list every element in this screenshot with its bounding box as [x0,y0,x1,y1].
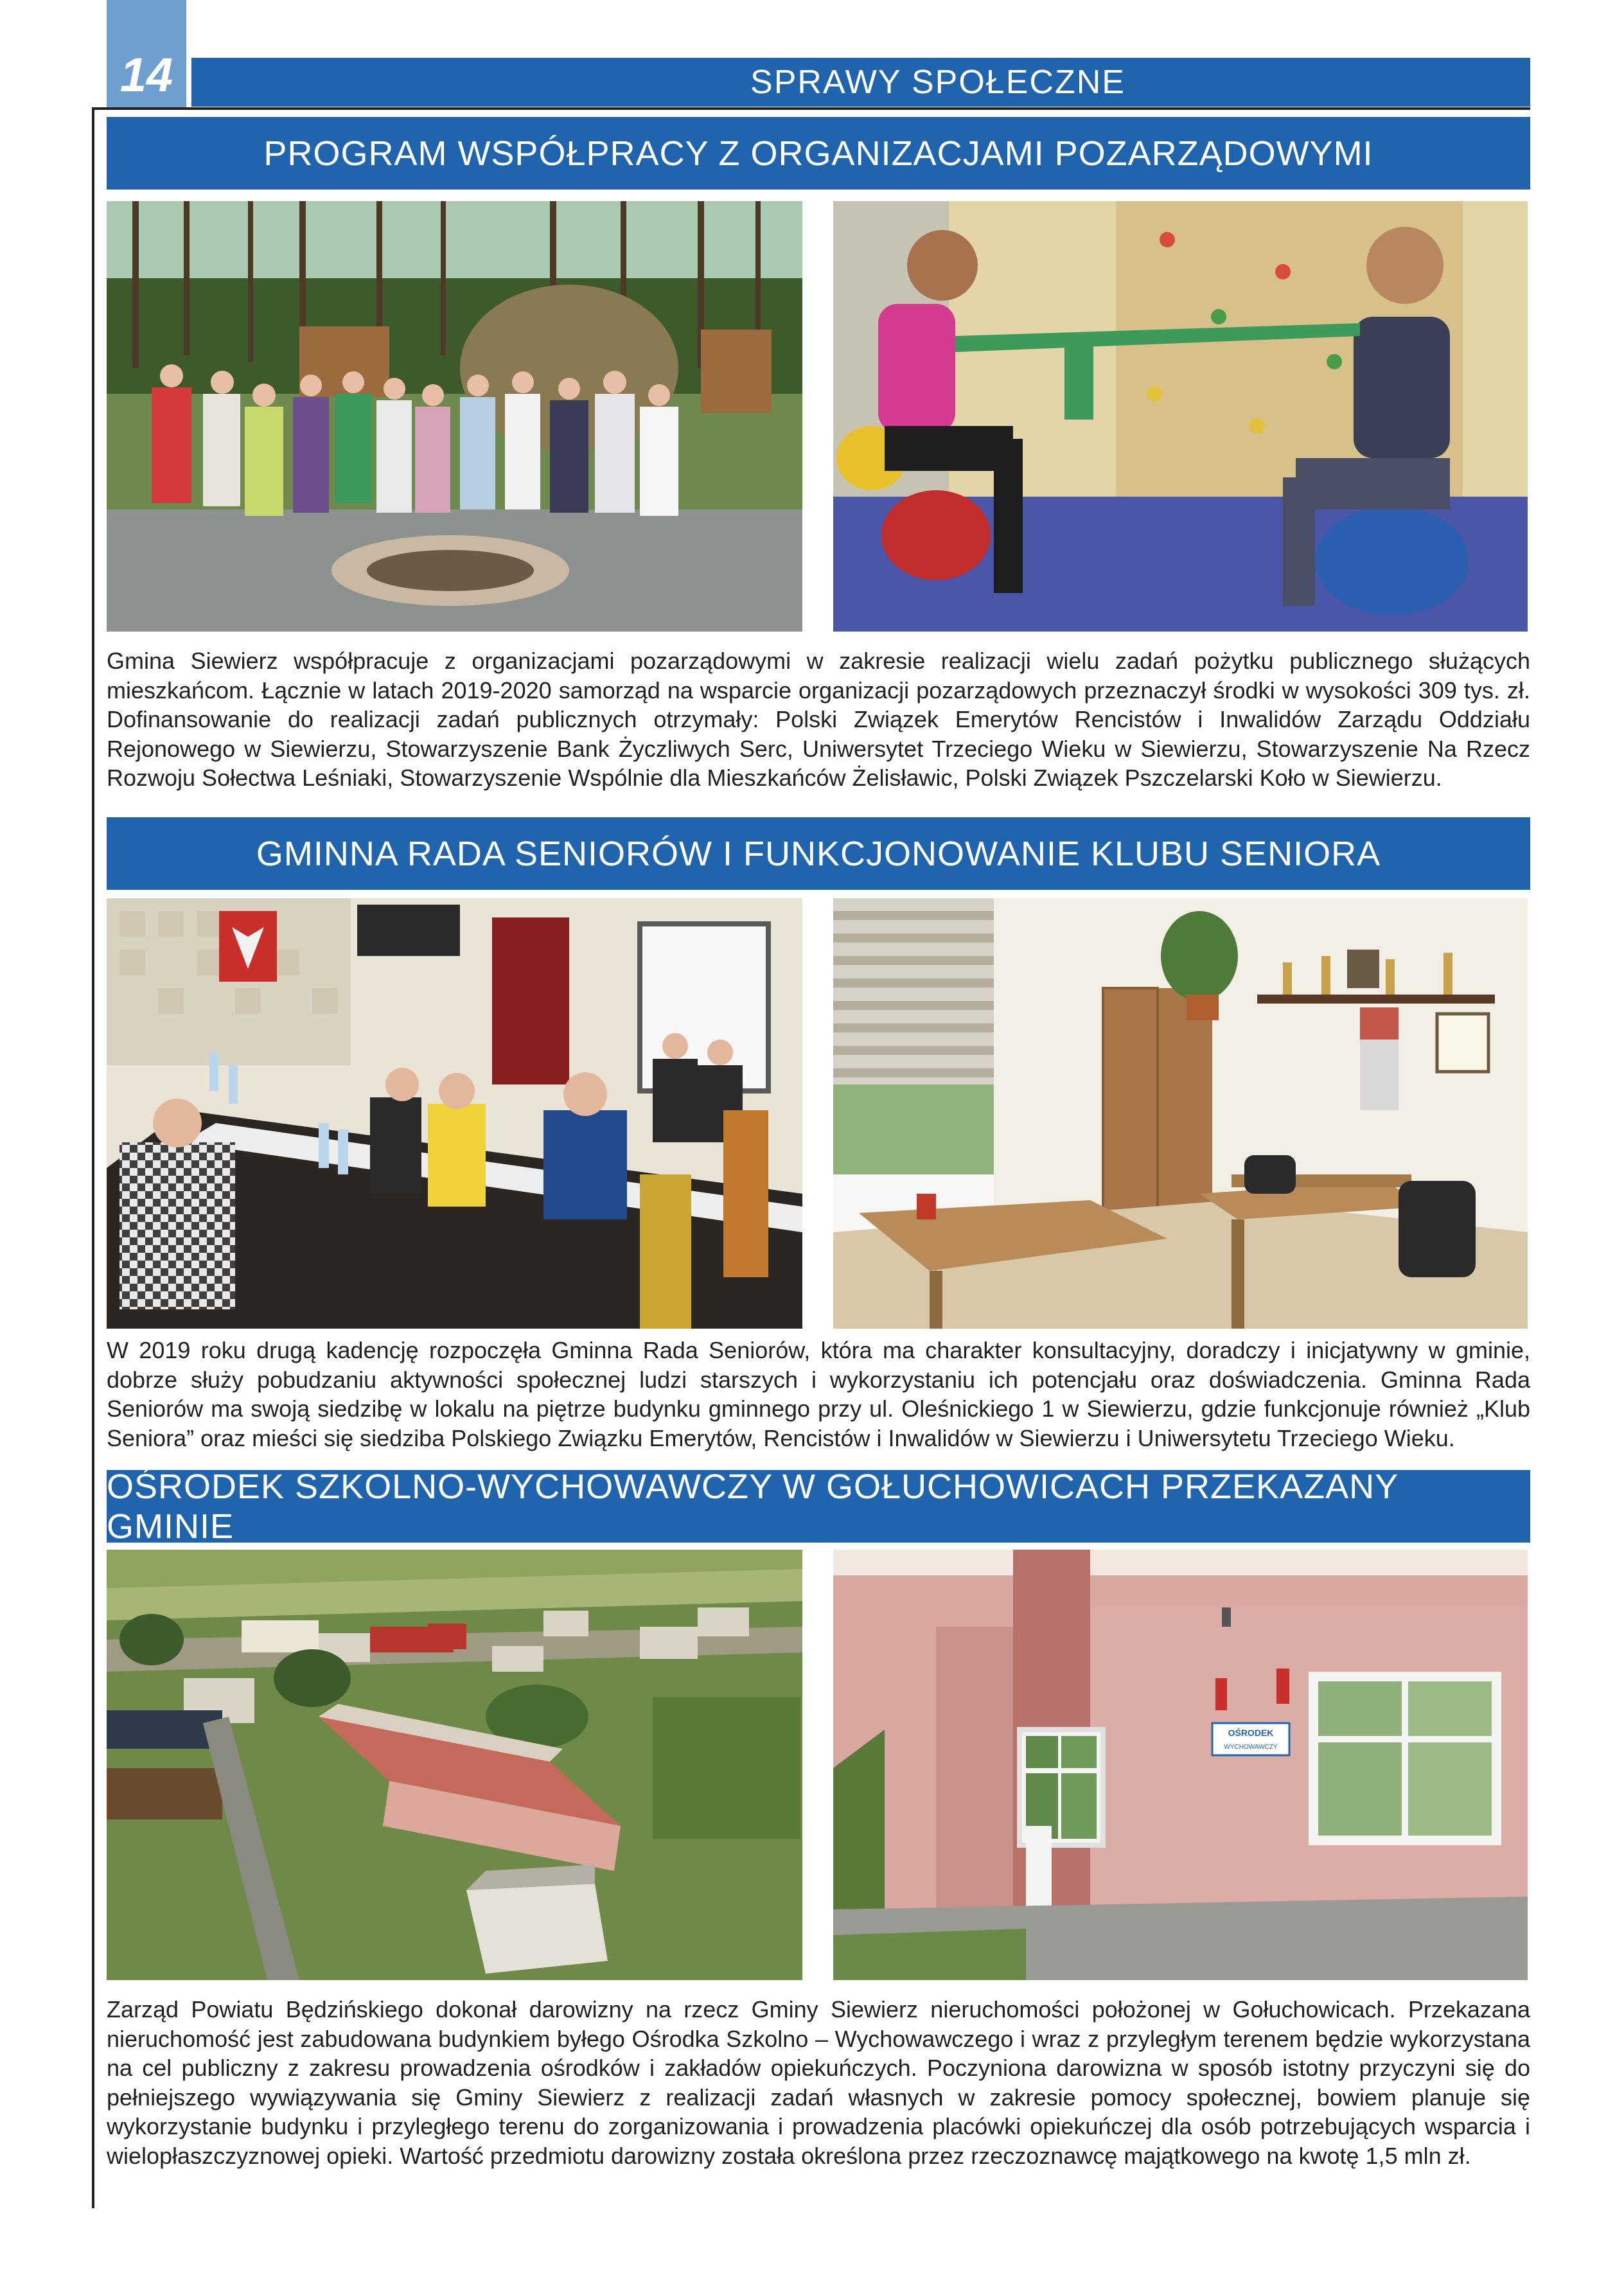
frame-line-left [92,107,94,2208]
ngo-program-paragraph: Gmina Siewierz współpracuje z organizacjami pozarządowymi w zakresie realizacji wielu zadań pożytku publicznego służących mieszkańcom. Łącznie w latach 2019-2020 samorząd na wsparcie organizacji pozarządowych przeznaczył środki w wysokości 309 tys. zł. Dofinansowanie do realizacji zadań publicznych otrzymały: Polski Związek Emerytów Rencistów i Inwalidów Zarządu Oddziału Rejonowego w Siewierzu, Stowarzyszenie Bank Życzliwych Serc, Uniwersytet Trzeciego Wieku w Siewierzu, Stowarzyszenie Na Rzecz Rozwoju Sołectwa Leśniaki, Stowarzyszenie Wspólnie dla Mieszkańców Żelisławic, Polski Związek Pszczelarski Koło w Siewierzu. [107,648,1530,791]
section-title-school-centre: OŚRODEK SZKOLNO-WYCHOWAWCZY W GOŁUCHOWICACH PRZEKAZANY GMINIE [107,1470,1530,1543]
photo-council-meeting [107,898,802,1329]
photo-exercise-room [833,201,1528,632]
photo-centre-building [833,1550,1528,1980]
photo-seniors-club-room [833,898,1528,1329]
page-number: 14 [107,0,186,107]
section-title-ngo-program: PROGRAM WSPÓŁPRACY Z ORGANIZACJAMI POZARZĄDOWYMI [107,117,1530,190]
osrodek-sign-line1: OŚRODEK [1228,1728,1274,1738]
photo-aerial-view [107,1550,802,1980]
seniors-council-paragraph: W 2019 roku drugą kadencję rozpoczęła Gminna Rada Seniorów, która ma charakter konsultacyjny, doradczy i inicjatywny w gminie, dobrze służy pobudzaniu aktywności społecznej ludzi starszych i wykorzystaniu ich potencjału oraz doświadczenia. Gminna Rada Seniorów ma swoją siedzibę w lokalu na piętrze budynku gminnego przy ul. Oleśnickiego 1 w Siewierzu, gdzie funkcjonuje również „Klub Seniora” oraz mieści się siedziba Polskiego Związku Emerytów, Rencistów i Inwalidów w Siewierzu i Uniwersytetu Trzeciego Wieku. [107,1337,1530,1451]
photo-seniors-outdoor-group [107,201,802,632]
section-title-seniors-council: GMINNA RADA SENIORÓW I FUNKCJONOWANIE KLUBU SENIORA [107,817,1530,890]
section-header: SPRAWY SPOŁECZNE [191,58,1530,107]
school-centre-paragraph: Zarząd Powiatu Będzińskiego dokonał darowizny na rzecz Gminy Siewierz nieruchomości położonej w Gołuchowicach. Przekazana nieruchomość jest zabudowana budynkiem byłego Ośrodka Szkolno – Wychowawczego i wraz z przyległym terenem będzie wykorzystana na cel publiczny z zakresu prowadzenia ośrodków i zakładów opiekuńczych. Poczyniona darowizna w sposób istotny przyczyni się do pełniejszego wywiązywania się Gminy Siewierz z realizacji zadań własnych w zakresie pomocy społecznej, bowiem planuje się wykorzystanie budynku i przyległego terenu do zorganizowania i prowadzenia placówki opiekuńczej dla osób potrzebujących wsparcia i wielopłaszczyznowej opieki. Wartość przedmiotu darowizny została określona przez rzeczoznawcę majątkowego na kwotę 1,5 mln zł. [107,1996,1530,2169]
osrodek-sign-line2: WYCHOWAWCZY [1224,1744,1278,1751]
frame-line-top [92,107,1530,110]
